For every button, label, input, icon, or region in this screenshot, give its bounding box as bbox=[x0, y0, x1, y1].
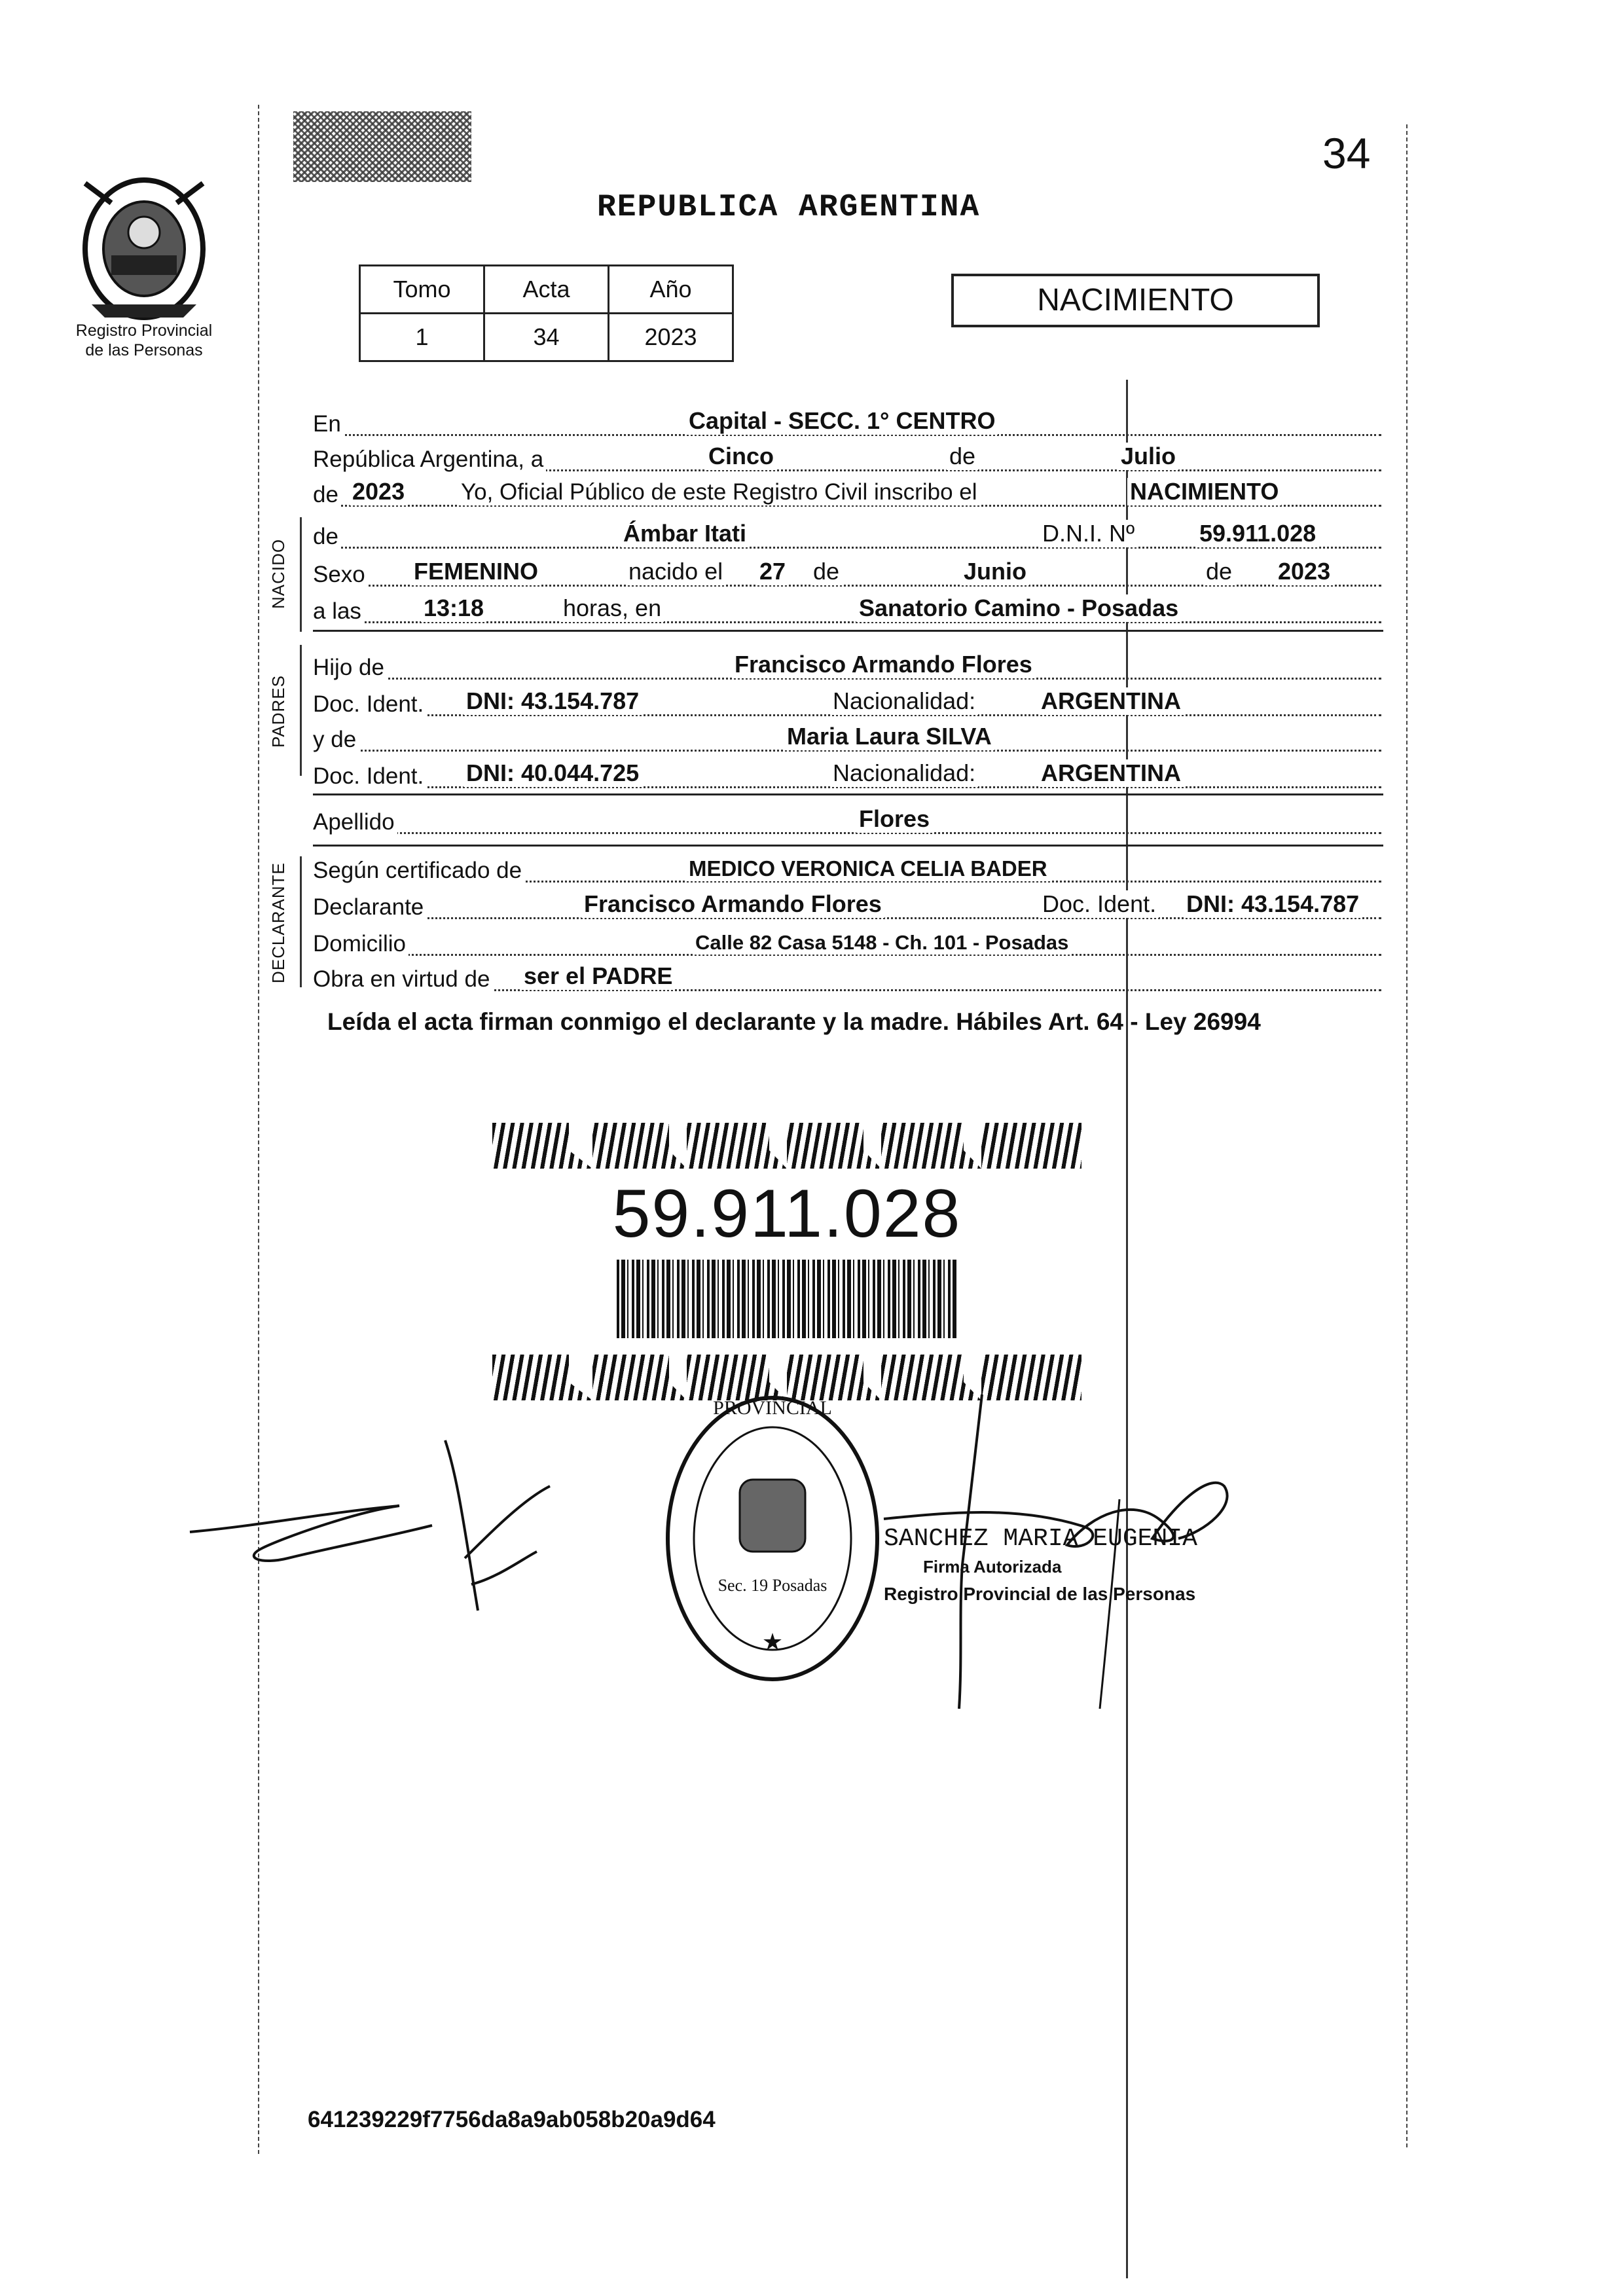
value-inscribe: NACIMIENTO bbox=[1127, 478, 1281, 505]
label-nacionalidad-madre: Nacionalidad: bbox=[830, 759, 978, 787]
record-type-box: NACIMIENTO bbox=[951, 274, 1320, 327]
value-declarante: Francisco Armando Flores bbox=[581, 890, 884, 918]
label-en: En bbox=[313, 411, 344, 437]
label-horas: horas, en bbox=[560, 594, 664, 622]
value-padre-nacionalidad: ARGENTINA bbox=[1038, 687, 1184, 715]
header-tomo: Tomo bbox=[360, 266, 484, 314]
row-fecha bbox=[313, 440, 1381, 477]
row-obra bbox=[313, 960, 1381, 996]
value-lugar-inscripcion: Capital - SECC. 1° CENTRO bbox=[686, 407, 998, 435]
value-nac-dia: 27 bbox=[757, 558, 788, 585]
value-tomo: 1 bbox=[360, 314, 484, 361]
value-acta: 34 bbox=[484, 314, 609, 361]
svg-text:PROVINCIAL: PROVINCIAL bbox=[713, 1397, 832, 1419]
row-certificado bbox=[313, 851, 1381, 888]
row-en bbox=[313, 405, 1381, 441]
signer-role: Firma Autorizada bbox=[923, 1557, 1062, 1576]
registry-label-line1: Registro Provincial bbox=[75, 321, 213, 340]
sep-padres-apellido bbox=[313, 793, 1383, 795]
record-table bbox=[359, 264, 734, 362]
declarant-signature bbox=[183, 1427, 602, 1624]
label-de: de bbox=[947, 443, 978, 470]
value-domicilio: Calle 82 Casa 5148 - Ch. 101 - Posadas bbox=[693, 931, 1071, 955]
value-padre-doc: DNI: 43.154.787 bbox=[463, 687, 642, 715]
svg-text:Sec. 19 Posadas: Sec. 19 Posadas bbox=[718, 1576, 827, 1595]
value-declarante-doc: DNI: 43.154.787 bbox=[1184, 890, 1362, 918]
row-y-de bbox=[313, 720, 1381, 757]
registry-label bbox=[39, 321, 249, 360]
barcode-label bbox=[492, 1123, 1081, 1400]
signer-org: Registro Provincial de las Personas bbox=[884, 1584, 1196, 1604]
label-de-anio: de bbox=[313, 482, 341, 508]
value-anio: 2023 bbox=[350, 478, 407, 505]
official-seal bbox=[661, 1388, 884, 1689]
barcode bbox=[617, 1260, 957, 1338]
value-hora: 13:18 bbox=[421, 594, 486, 622]
row-oficial bbox=[313, 475, 1381, 512]
label-certificado: Según certificado de bbox=[313, 858, 524, 884]
bracket-padres bbox=[300, 645, 302, 776]
left-margin-line bbox=[258, 105, 259, 2154]
provincial-emblem bbox=[65, 164, 223, 321]
value-padre: Francisco Armando Flores bbox=[732, 651, 1035, 678]
sep-apellido-declarante bbox=[313, 845, 1383, 847]
label-declarante: Declarante bbox=[313, 894, 426, 920]
label-obra: Obra en virtud de bbox=[313, 966, 492, 993]
label-apellido: Apellido bbox=[313, 809, 397, 835]
label-a-las: a las bbox=[313, 598, 364, 625]
label-sexo: Sexo bbox=[313, 562, 368, 588]
label-nac-de: de bbox=[810, 558, 842, 585]
barcode-number: 59.911.028 bbox=[612, 1176, 962, 1252]
value-dia: Cinco bbox=[706, 443, 776, 470]
value-apellido: Flores bbox=[856, 805, 932, 833]
signature-block bbox=[884, 1525, 1197, 1608]
value-certificado: MEDICO VERONICA CELIA BADER bbox=[686, 856, 1050, 881]
security-stamp bbox=[293, 111, 471, 182]
sep-nacido-padres bbox=[313, 630, 1383, 632]
value-obra: ser el PADRE bbox=[521, 962, 675, 990]
value-nac-anio: 2023 bbox=[1275, 558, 1333, 585]
row-hora bbox=[313, 592, 1381, 629]
header-acta: Acta bbox=[484, 266, 609, 314]
value-nac-mes: Junio bbox=[961, 558, 1029, 585]
row-nombre bbox=[313, 517, 1381, 554]
value-sexo: FEMENINO bbox=[411, 558, 541, 585]
bracket-declarante bbox=[300, 856, 302, 987]
header-anio: Año bbox=[609, 266, 733, 314]
country-title: REPUBLICA ARGENTINA bbox=[597, 190, 981, 225]
label-oficial: Yo, Oficial Público de este Registro Civil inscribo el bbox=[458, 479, 980, 505]
row-madre-doc bbox=[313, 757, 1381, 793]
value-madre-doc: DNI: 40.044.725 bbox=[463, 759, 642, 787]
label-hijo-de: Hijo de bbox=[313, 655, 387, 681]
value-lugar-nacimiento: Sanatorio Camino - Posadas bbox=[856, 594, 1181, 622]
closing-notice: Leída el acta firman conmigo el declarante y la madre. Hábiles Art. 64 - Ley 26994 bbox=[327, 1008, 1261, 1035]
value-mes: Julio bbox=[1118, 443, 1178, 470]
signer-name: SANCHEZ MARIA EUGENIA bbox=[884, 1525, 1197, 1553]
svg-text:★: ★ bbox=[761, 1628, 784, 1655]
section-label-declarante: DECLARANTE bbox=[268, 862, 288, 983]
label-nombre-de: de bbox=[313, 524, 341, 550]
page-number: 34 bbox=[1322, 129, 1371, 177]
section-label-padres: PADRES bbox=[268, 675, 288, 748]
row-apellido bbox=[313, 803, 1381, 839]
value-nombre: Ámbar Itati bbox=[621, 520, 749, 547]
row-hijo-de bbox=[313, 648, 1381, 685]
label-doc-padre: Doc. Ident. bbox=[313, 691, 426, 718]
registry-label-line2: de las Personas bbox=[85, 341, 203, 359]
label-nacido: nacido el bbox=[626, 558, 725, 585]
label-doc-madre: Doc. Ident. bbox=[313, 763, 426, 790]
security-pattern-top bbox=[492, 1123, 1081, 1169]
right-margin-line bbox=[1406, 124, 1408, 2147]
label-republica: República Argentina, a bbox=[313, 446, 546, 473]
value-madre: Maria Laura SILVA bbox=[784, 723, 994, 750]
document-hash: 641239229f7756da8a9ab058b20a9d64 bbox=[308, 2107, 716, 2132]
label-domicilio: Domicilio bbox=[313, 931, 409, 957]
section-label-nacido: NACIDO bbox=[268, 538, 288, 609]
row-padre-doc bbox=[313, 685, 1381, 721]
label-dni: D.N.I. Nº bbox=[1040, 520, 1137, 547]
label-nacionalidad-padre: Nacionalidad: bbox=[830, 687, 978, 715]
label-y-de: y de bbox=[313, 727, 359, 753]
bracket-nacido bbox=[300, 517, 302, 632]
value-anio: 2023 bbox=[609, 314, 733, 361]
row-sexo bbox=[313, 555, 1381, 592]
label-nac-de2: de bbox=[1203, 558, 1235, 585]
row-declarante bbox=[313, 888, 1381, 924]
value-madre-nacionalidad: ARGENTINA bbox=[1038, 759, 1184, 787]
label-declarante-doc: Doc. Ident. bbox=[1040, 890, 1159, 918]
value-dni: 59.911.028 bbox=[1197, 520, 1318, 547]
row-domicilio bbox=[313, 924, 1381, 961]
